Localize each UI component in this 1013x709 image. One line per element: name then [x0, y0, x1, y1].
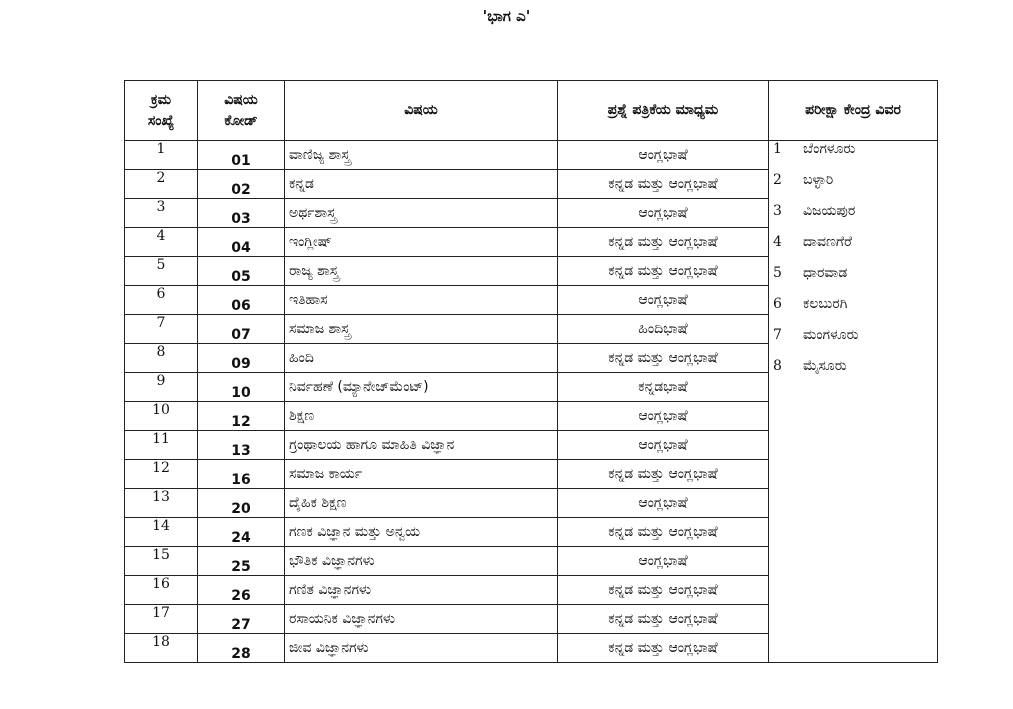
medium-cell: ಕನ್ನಡ ಮತ್ತು ಆಂಗ್ಲಭಾಷೆ — [558, 634, 769, 663]
serial-cell: 4 — [125, 228, 198, 257]
medium-cell: ಕನ್ನಡ ಮತ್ತು ಆಂಗ್ಲಭಾಷೆ — [558, 170, 769, 199]
exam-center-item — [773, 234, 933, 265]
header-code-line1: ವಿಷಯ — [224, 91, 258, 108]
medium-cell: ಕನ್ನಡ ಮತ್ತು ಆಂಗ್ಲಭಾಷೆ — [558, 257, 769, 286]
code-cell: 03 — [198, 199, 285, 228]
subject-cell: ಹಿಂದಿ — [285, 344, 558, 373]
header-medium: ಪ್ರಶ್ನೆ ಪತ್ರಿಕೆಯ ಮಾಧ್ಯಮ — [558, 81, 769, 141]
exam-center-name: ಕಲಬುರಗಿ — [803, 296, 848, 312]
serial-cell: 17 — [125, 605, 198, 634]
medium-cell: ಆಂಗ್ಲಭಾಷೆ — [558, 547, 769, 576]
medium-cell: ಆಂಗ್ಲಭಾಷೆ — [558, 141, 769, 170]
medium-cell: ಆಂಗ್ಲಭಾಷೆ — [558, 431, 769, 460]
exam-center-name: ಬಳ್ಳಾರಿ — [803, 172, 834, 188]
exam-center-name: ಬೆಂಗಳೂರು — [803, 141, 856, 157]
serial-cell: 15 — [125, 547, 198, 576]
medium-cell: ಕನ್ನಡಭಾಷೆ — [558, 373, 769, 402]
header-centers: ಪರೀಕ್ಷಾ ಕೇಂದ್ರ ವಿವರ — [769, 81, 938, 141]
exam-center-item — [773, 203, 933, 234]
serial-cell: 16 — [125, 576, 198, 605]
code-cell: 20 — [198, 489, 285, 518]
subject-cell: ಗಣಿತ ವಿಜ್ಞಾನಗಳು — [285, 576, 558, 605]
exam-center-item — [773, 296, 933, 327]
medium-cell: ಕನ್ನಡ ಮತ್ತು ಆಂಗ್ಲಭಾಷೆ — [558, 344, 769, 373]
serial-cell: 9 — [125, 373, 198, 402]
subject-cell: ಗಣಕ ವಿಜ್ಞಾನ ಮತ್ತು ಅನ್ವಯ — [285, 518, 558, 547]
serial-cell: 10 — [125, 402, 198, 431]
table-row — [125, 141, 938, 170]
serial-cell: 8 — [125, 344, 198, 373]
exam-center-number: 3 — [773, 203, 782, 219]
medium-cell: ಆಂಗ್ಲಭಾಷೆ — [558, 286, 769, 315]
exam-center-item — [773, 172, 933, 203]
code-cell: 04 — [198, 228, 285, 257]
table-body — [125, 141, 938, 663]
exam-center-name: ವಿಜಯಪುರ — [803, 203, 856, 219]
subject-cell: ಭೌತಿಕ ವಿಜ್ಞಾನಗಳು — [285, 547, 558, 576]
header-code — [198, 81, 285, 141]
subject-cell: ಶಿಕ್ಷಣ — [285, 402, 558, 431]
medium-cell: ಆಂಗ್ಲಭಾಷೆ — [558, 489, 769, 518]
exam-table — [124, 80, 938, 663]
medium-cell: ಆಂಗ್ಲಭಾಷೆ — [558, 199, 769, 228]
code-cell: 24 — [198, 518, 285, 547]
header-serial — [125, 81, 198, 141]
subject-cell: ಜೀವ ವಿಜ್ಞಾನಗಳು — [285, 634, 558, 663]
header-subject: ವಿಷಯ — [285, 81, 558, 141]
serial-cell: 6 — [125, 286, 198, 315]
subject-cell: ಇತಿಹಾಸ — [285, 286, 558, 315]
exam-center-number: 1 — [773, 141, 782, 157]
code-cell: 10 — [198, 373, 285, 402]
exam-center-number: 4 — [773, 234, 782, 250]
code-cell: 13 — [198, 431, 285, 460]
subject-cell: ರಾಜ್ಯ ಶಾಸ್ತ್ರ — [285, 257, 558, 286]
subject-cell: ಅರ್ಥಶಾಸ್ತ್ರ — [285, 199, 558, 228]
serial-cell: 5 — [125, 257, 198, 286]
exam-center-name: ಮಂಗಳೂರು — [803, 327, 859, 343]
serial-cell: 12 — [125, 460, 198, 489]
code-cell: 27 — [198, 605, 285, 634]
subject-cell: ದೈಹಿಕ ಶಿಕ್ಷಣ — [285, 489, 558, 518]
subject-cell: ಗ್ರಂಥಾಲಯ ಹಾಗೂ ಮಾಹಿತಿ ವಿಜ್ಞಾನ — [285, 431, 558, 460]
medium-cell: ಕನ್ನಡ ಮತ್ತು ಆಂಗ್ಲಭಾಷೆ — [558, 518, 769, 547]
serial-cell: 7 — [125, 315, 198, 344]
serial-cell: 18 — [125, 634, 198, 663]
medium-cell: ಕನ್ನಡ ಮತ್ತು ಆಂಗ್ಲಭಾಷೆ — [558, 576, 769, 605]
medium-cell: ಕನ್ನಡ ಮತ್ತು ಆಂಗ್ಲಭಾಷೆ — [558, 460, 769, 489]
exam-center-name: ಮೈಸೂರು — [803, 358, 847, 374]
medium-cell: ಹಿಂದಿಭಾಷೆ — [558, 315, 769, 344]
code-cell: 06 — [198, 286, 285, 315]
subject-cell: ಸಮಾಜ ಕಾರ್ಯ — [285, 460, 558, 489]
medium-cell: ಕನ್ನಡ ಮತ್ತು ಆಂಗ್ಲಭಾಷೆ — [558, 605, 769, 634]
subject-cell: ನಿರ್ವಹಣೆ (ಮ್ಯಾನೇಜ್‌ಮೆಂಟ್) — [285, 373, 558, 402]
subject-cell: ಸಮಾಜ ಶಾಸ್ತ್ರ — [285, 315, 558, 344]
serial-cell: 1 — [125, 141, 198, 170]
exam-center-item — [773, 358, 933, 389]
medium-cell: ಆಂಗ್ಲಭಾಷೆ — [558, 402, 769, 431]
header-code-line2: ಕೋಡ್ — [224, 112, 258, 129]
exam-center-number: 8 — [773, 358, 782, 374]
subject-cell: ರಸಾಯನಿಕ ವಿಜ್ಞಾನಗಳು — [285, 605, 558, 634]
serial-cell: 2 — [125, 170, 198, 199]
medium-cell: ಕನ್ನಡ ಮತ್ತು ಆಂಗ್ಲಭಾಷೆ — [558, 228, 769, 257]
code-cell: 12 — [198, 402, 285, 431]
header-serial-line2: ಸಂಖ್ಯೆ — [147, 112, 175, 129]
code-cell: 02 — [198, 170, 285, 199]
exam-center-number: 5 — [773, 265, 782, 281]
code-cell: 05 — [198, 257, 285, 286]
subject-cell: ಕನ್ನಡ — [285, 170, 558, 199]
subject-cell: ಇಂಗ್ಲೀಷ್ — [285, 228, 558, 257]
exam-center-number: 7 — [773, 327, 782, 343]
part-title: 'ಭಾಗ ಎ' — [482, 7, 531, 25]
code-cell: 01 — [198, 141, 285, 170]
serial-cell: 14 — [125, 518, 198, 547]
table-header-row — [125, 81, 938, 141]
subject-cell: ವಾಣಿಜ್ಯ ಶಾಸ್ತ್ರ — [285, 141, 558, 170]
code-cell: 25 — [198, 547, 285, 576]
code-cell: 09 — [198, 344, 285, 373]
serial-cell: 3 — [125, 199, 198, 228]
code-cell: 07 — [198, 315, 285, 344]
serial-cell: 11 — [125, 431, 198, 460]
exam-center-item — [773, 265, 933, 296]
code-cell: 28 — [198, 634, 285, 663]
exam-center-number: 2 — [773, 172, 782, 188]
exam-center-name: ದಾವಣಗೆರೆ — [803, 234, 852, 250]
header-serial-line1: ಕ್ರಮ — [150, 91, 172, 108]
exam-center-item — [773, 327, 933, 358]
serial-cell: 13 — [125, 489, 198, 518]
code-cell: 16 — [198, 460, 285, 489]
exam-centers-cell — [769, 141, 938, 663]
code-cell: 26 — [198, 576, 285, 605]
exam-center-number: 6 — [773, 296, 782, 312]
exam-center-item — [773, 141, 933, 172]
exam-center-name: ಧಾರವಾಡ — [803, 265, 848, 281]
